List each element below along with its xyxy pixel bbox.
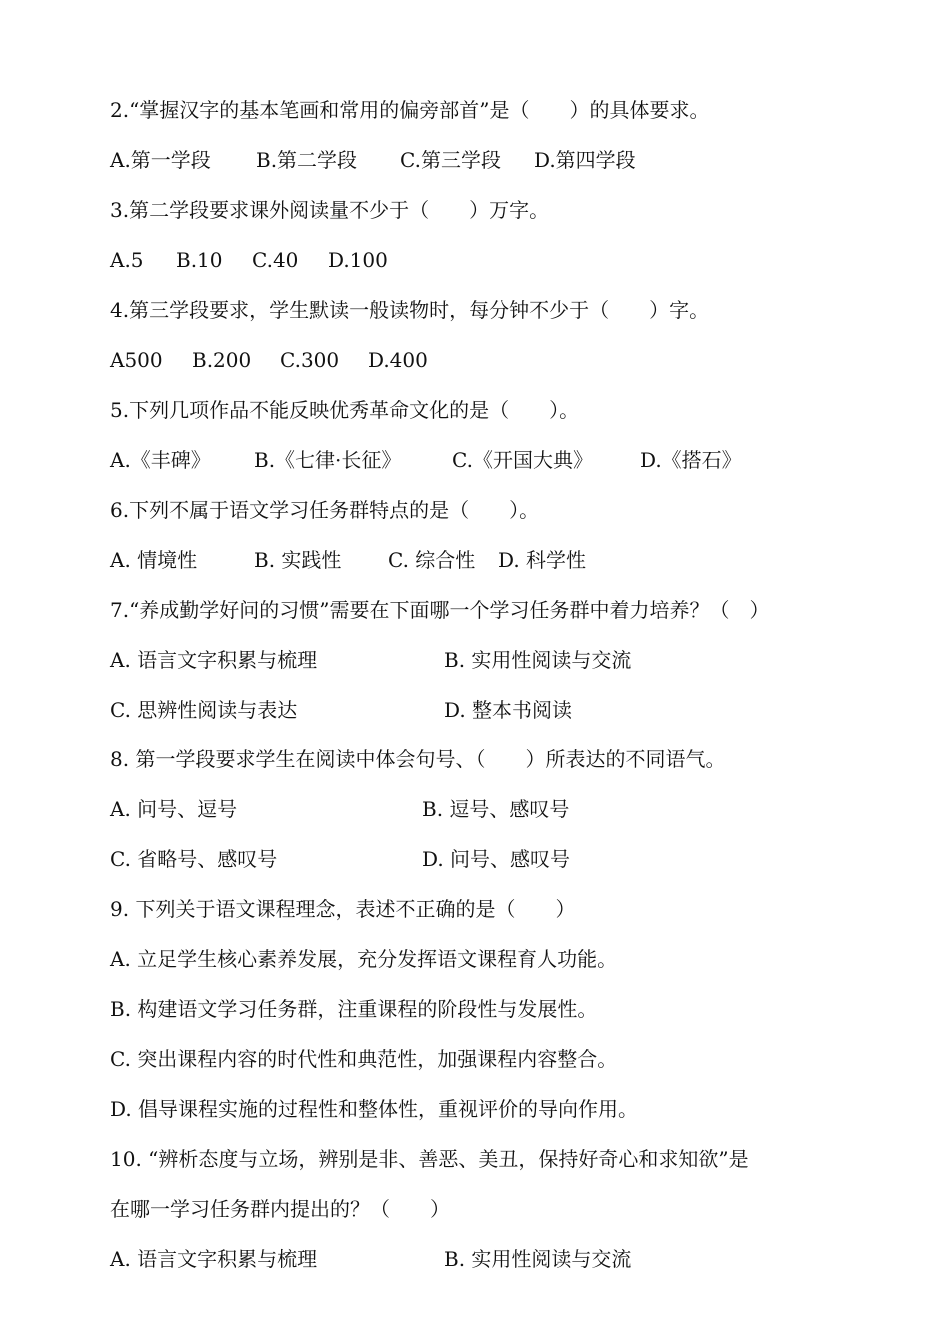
question-7-stem: 7.“养成勤学好问的习惯”需要在下面哪一个学习任务群中着力培养？（ ） (110, 598, 770, 622)
option-c: C.300 (280, 348, 340, 372)
question-4-stem: 4.第三学段要求，学生默读一般读物时，每分钟不少于（ ）字。 (110, 298, 710, 322)
option-b: B.第二学段 (256, 148, 358, 172)
question-6-stem: 6.下列不属于语文学习任务群特点的是（ ）。 (110, 498, 540, 522)
option-b: B. 实用性阅读与交流 (444, 648, 632, 672)
question-9-option-b: B. 构建语文学习任务群，注重课程的阶段性与发展性。 (110, 997, 598, 1021)
option-d: D.《搭石》 (640, 448, 742, 472)
option-c: C.40 (252, 248, 299, 272)
option-c: C.《开国大典》 (452, 448, 593, 472)
option-d: D. 整本书阅读 (444, 698, 573, 722)
option-a: A. 问号、逗号 (110, 797, 238, 821)
option-b: B.200 (192, 348, 252, 372)
option-c: C.第三学段 (400, 148, 501, 172)
question-5-stem: 5.下列几项作品不能反映优秀革命文化的是（ ）。 (110, 398, 580, 422)
option-a: A. 语言文字积累与梳理 (110, 648, 318, 672)
option-b: B. 逗号、感叹号 (422, 797, 570, 821)
option-d: D. 科学性 (498, 548, 587, 572)
question-9-option-d: D. 倡导课程实施的过程性和整体性，重视评价的导向作用。 (110, 1097, 639, 1121)
question-2-stem: 2.“掌握汉字的基本笔画和常用的偏旁部首”是（ ）的具体要求。 (110, 98, 710, 122)
option-d: D.第四学段 (534, 148, 636, 172)
option-c: C. 思辨性阅读与表达 (110, 698, 298, 722)
option-a: A.5 (110, 248, 144, 272)
option-d: D.400 (368, 348, 428, 372)
option-b: B.《七律·长征》 (254, 448, 402, 472)
option-a: A500 (110, 348, 163, 372)
option-d: D.100 (328, 248, 388, 272)
option-a: A. 情境性 (110, 548, 198, 572)
option-b: B. 实践性 (254, 548, 342, 572)
option-b: B. 实用性阅读与交流 (444, 1247, 632, 1271)
option-c: C. 综合性 (388, 548, 476, 572)
question-9-option-a: A. 立足学生核心素养发展，充分发挥语文课程育人功能。 (110, 947, 618, 971)
option-a: A.《丰碑》 (110, 448, 211, 472)
question-9-option-c: C. 突出课程内容的时代性和典范性，加强课程内容整合。 (110, 1047, 618, 1071)
option-a: A. 语言文字积累与梳理 (110, 1247, 318, 1271)
question-8-stem: 8. 第一学段要求学生在阅读中体会句号、（ ）所表达的不同语气。 (110, 747, 726, 771)
option-a: A.第一学段 (110, 148, 211, 172)
option-d: D. 问号、感叹号 (422, 847, 571, 871)
question-10-stem-line1: 10. “辨析态度与立场，辨别是非、善恶、美丑，保持好奇心和求知欲”是 (110, 1147, 749, 1171)
question-10-stem-line2: 在哪一学习任务群内提出的？（ ） (110, 1197, 450, 1221)
question-9-stem: 9. 下列关于语文课程理念，表述不正确的是（ ） (110, 897, 576, 921)
question-3-stem: 3.第二学段要求课外阅读量不少于（ ）万字。 (110, 198, 550, 222)
option-b: B.10 (176, 248, 223, 272)
option-c: C. 省略号、感叹号 (110, 847, 278, 871)
